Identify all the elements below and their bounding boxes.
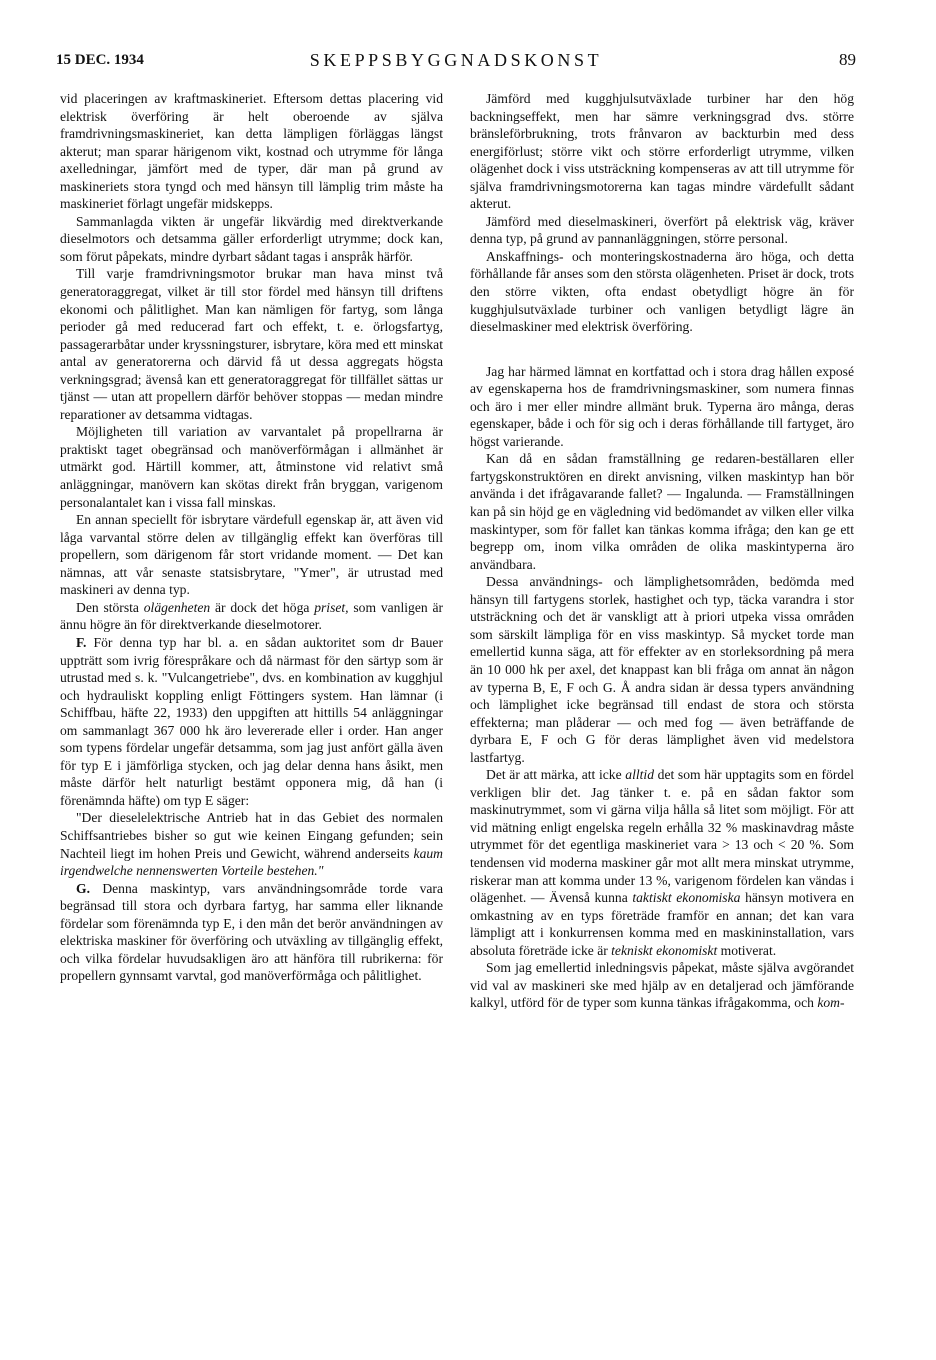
paragraph: vid placeringen av kraftmaskineriet. Eftersom dettas placering vid elektrisk överföring är helt oberoende av själva framdrivningsmaskineriet, kan detta lämpligen förläggas längst akterut; man sparar härigenom vikt, kostnad och utrymme för långa axelledningar, jämfört med de typer, där man på grund av maskineriets stora tyngd och med hänsyn till lämplig trim måste ha maskineriet förlagt ungefär midskepps. <box>60 91 443 212</box>
emphasis: priset, <box>314 599 349 615</box>
paragraph: Jag har härmed lämnat en kortfattad och i stora drag hållen exposé av egenskaperna hos de framdrivningsmaskiner, som numera finnas och äro i mer eller mindre allmänt bruk. Typerna äro många, deras egenskaper, både i och för sig och i deras förhållande till fartyget, äro högst varierande. <box>470 363 854 449</box>
paragraph: Jämförd med dieselmaskineri, överfört på elektrisk väg, kräver denna typ, på grund av pannanläggningen, större personal. <box>470 213 854 247</box>
emphasis: olägenheten <box>143 599 211 615</box>
section-gap <box>470 336 854 363</box>
page-header <box>56 50 856 76</box>
paragraph: Anskaffnings- och monteringskostnaderna äro höga, och detta förhållande får anses som den största olägenheten. Priset är dock, trots den större vikten, ofta endast obetydligt högre än för kugghjulsutväxlade turbiner och vanligen betydligt lägre än dieselmaskiner med elektrisk överföring. <box>470 248 854 335</box>
emphasis: alltid <box>625 767 654 783</box>
paragraph: Sammanlagda vikten är ungefär likvärdig med direktverkande dieselmotors och detsamma gäller erforderligt utrymme; dock kan, som förut påpekats, mindre dyrbart sådant tagas i anspråk härför. <box>60 213 443 264</box>
paragraph <box>470 959 854 1012</box>
paragraph <box>60 599 443 634</box>
issue-date: 15 DEC. 1934 <box>56 52 144 68</box>
text-run: Det är att märka, att icke <box>486 767 626 783</box>
quotation <box>60 809 443 879</box>
text-run: Denna maskintyp, vars användningsområde torde vara begränsad till stora och dyrbara fartyg, har samma eller liknande fördelar som förenämnda typ E, i den mån det berör användningen av elektriska maskiner för överföring och utväxling av tillgänglig effekt, och vilka fördelar huvudsakligen äro att hänföra till rubrikerna: för propellern gynnsamt varvtal, god manöverförmåga och pålitlighet. <box>60 880 443 984</box>
journal-title: SKEPPSBYGGNADSKONST <box>309 50 603 70</box>
text-run: Den största <box>76 599 144 615</box>
text-run: som vanligen är ännu högre än för direktverkande dieselmotorer. <box>60 599 444 633</box>
emphasis: kaum irgendwelche nennenswerten Vorteile bestehen." <box>60 845 443 879</box>
text-run: hänsyn motivera en omkastning av en typs företräde framför en annan; det kan vara lämpligt att i konkurrensen komma med en maskininstallation, vars absoluta företräde icke är <box>470 890 854 958</box>
paragraph: En annan speciellt för isbrytare värdefull egenskap är, att även vid låga varvantal större delen av tillgänglig effekt kan överföras till propellern, som därigenom får stort vridande moment. — Det kan nämnas, att vår senaste statsisbrytare, "Ymer", är utrustad med maskineri av denna typ. <box>60 512 443 598</box>
paragraph: Jämförd med kugghjulsutväxlade turbiner har den hög backningseffekt, men har sämre verkningsgrad dvs. större bränsleförbrukning, trots frånvaron av backturbin med dess energiförlust; större vikt och större erforderligt utrymme, vilken olägenhet dock i viss utsträckning kompenseras av att till utrymme för själva framdrivningsmotorerna kan tagas mindre värdefullt sådant akterut. <box>470 91 854 212</box>
left-column <box>60 90 443 985</box>
text-run: Som jag emellertid inledningsvis påpekat, måste själva avgörandet vid val av maskineri ske med hjälp av en detaljerad och jämförande kalkyl, utförd för de typer som kunna tänkas ifrågakomma, och <box>470 960 854 1011</box>
paragraph <box>60 634 443 809</box>
section-label: F. <box>76 634 87 650</box>
section-label: G. <box>76 880 90 896</box>
emphasis: taktiskt ekonomiska <box>632 890 741 906</box>
paragraph: Kan då en sådan framställning ge redaren-beställaren eller fartygskonstruktören en direkt anvisning, vilken maskintyp han bör använda i det ifrågavarande fallet? — Ingalunda. — Framställningen kan på sin höjd ge en vägledning vid bedömandet av vilken eller vilka maskintyper, som för fallet kan tänkas komma ifråga; den kan ge ett begrepp om, inom vilka områden de olika maskintyperna äro användbara. <box>470 451 854 572</box>
text-run: För denna typ har bl. a. en sådan auktoritet som dr Bauer uppträtt som ivrig förespråkare och då närmast för den särtyp som är utrustad med s. k. "Vulcangetriebe", dvs. en kombination av kugghjul och hydrauliskt koppling enligt Föttingers system. Han lämnar (i Schiffbau, häfte 22, 1933) den uppgiften att hittills 54 anläggningar om sammanlagt 367 000 hk äro levererade eller i order. Han anger som typens fördelar ungefär detsamma, som jag just anfört gälla även för typ E i jämförliga stycken, och jag delar denna hans åsikt, men måste därför helt naturligt bestämt opponera mig, då han (i förenämnda häfte) om typ E säger: <box>60 634 443 808</box>
paragraph: Till varje framdrivningsmotor brukar man hava minst två generatoraggregat, vilket är till stor fördel med hänsyn till driftens ekonomi och pålitlighet. Man kan nämligen för fartyg, som långa perioder gå med reducerad fart och effekt, t. e. örlogsfartyg, passagerarbåtar under kryssningsturer, isbrytare, köra med ett minskat antal av generatorerna och därvid få ut dessa aggregats högsta verkningsgrad; ävenså kan ett generatoraggregat för tillfället sättas ur tjänst — utan att propellern därför behöver stoppas — medan mindre reparationer av detsamma vidtagas. <box>60 266 443 422</box>
text-run: "Der dieselelektrische Antrieb hat in das Gebiet des normalen Schiffsantriebes bisher so gut wie keinen Eingang gefunden; sein Nachteil liegt im hohen Preis und Gewicht, während anderseits <box>60 810 443 861</box>
emphasis: tekniskt ekonomiskt <box>611 942 718 958</box>
text-run: är dock det höga <box>210 599 315 615</box>
paragraph: Dessa användnings- och lämplighetsområden, bedömda med hänsyn till fartygens storlek, hastighet och typ, täcka varandra i stor utsträckning och det är vanskligt att à priori utpeka vissa områden som särskilt lämpliga för en viss maskintyp. Så mycket torde man emellertid kunna säga, att för effekter av en storleksordning på mera än 10 000 hk per axel, det knappast kan bli fråga om annat än någon av typerna B, E, F och G. Å andra sidan är dessa typers användning och lämplighet icke begränsad till endast de stora och största effekterna; man plåderar — och med fog — även beträffande de dyrbara E, F och G för deras lämplighet även vid medelstora lastfartyg. <box>470 574 854 765</box>
text-run: det som här upptagits som en fördel verkligen blir det. Jag tänker t. e. på en sådan faktor som maskinutrymmet, som vi gärna vilja hålla så litet som möjligt. För att vid mätning enligt engelska regeln erhålla 32 % maskinavdrag måste utrymmet för det egentliga maskineriet vara > 13 och < 20 %. Som tendensen vid moderna maskiner går mot allt mera minskat utrymme, riskerar man att komma under 13 %, varigenom fördelen kan vändas i olägenhet. — Ävenså kunna <box>470 767 854 906</box>
page-number: 89 <box>839 50 856 69</box>
paragraph: Möjligheten till variation av varvantalet på propellrarna är praktiskt taget obegränsad och manöverförmågan i allmänhet är utmärkt god. Härtill kommer, att, åtminstone vid relativt små anläggningar, manövern kan skötas direkt från bryggan, varigenom personalantalet kan i vissa fall minskas. <box>60 424 443 510</box>
paragraph <box>60 880 443 985</box>
emphasis: kom- <box>817 995 845 1011</box>
paragraph <box>470 766 854 959</box>
right-column <box>470 90 854 1012</box>
text-run: motiverat. <box>717 942 777 958</box>
